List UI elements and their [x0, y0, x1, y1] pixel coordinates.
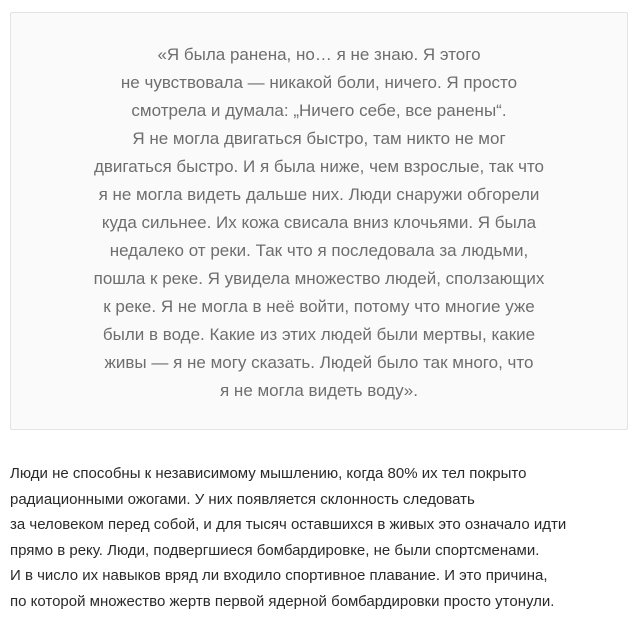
quote-line: пошла к реке. Я увидела множество людей, сползающих [93, 269, 545, 288]
quote-text [11, 41, 627, 405]
quote-line: недалеко от реки. Так что я последовала за людьми, [109, 241, 529, 260]
quote-line: куда сильнее. Их кожа свисала вниз клочьями. Я была [101, 213, 537, 232]
quote-line: не чувствовала — никакой боли, ничего. Я просто [120, 73, 518, 92]
quote-line: живы — я не могу сказать. Людей было так много, что [104, 353, 534, 372]
paragraph-line: за человеком перед собой, и для тысяч оставшихся в живых это означало идти [10, 516, 567, 533]
paragraph-line: радиационными ожогами. У них появляется склонность следовать [10, 490, 475, 508]
paragraph-line: Люди не способны к независимому мышлению, когда 80% их тел покрыто [10, 465, 527, 482]
quote-line: Я не могла двигаться быстро, там никто не мог [132, 129, 506, 148]
paragraph-line: И в число их навыков вряд ли входило спортивное плавание. И это причина, [10, 567, 548, 584]
paragraph-line: по которой множество жертв первой ядерной бомбардировки просто утонули. [10, 592, 555, 610]
quote-line: я не могла видеть воду». [220, 381, 418, 400]
quote-line: двигаться быстро. И я была ниже, чем взрослые, так что [93, 157, 545, 176]
quote-line: я не могла видеть дальше них. Люди снаружи обгорели [98, 185, 540, 204]
quote-line: были в воде. Какие из этих людей были мертвы, какие [102, 325, 536, 344]
quote-line: смотрела и думала: „Ничего себе, все ранены“. [131, 101, 507, 120]
paragraph-line: прямо в реку. Люди, подвергшиеся бомбардировке, не были спортсменами. [10, 541, 540, 559]
article-paragraph [10, 461, 636, 614]
quote-box [10, 12, 628, 430]
quote-line: к реке. Я не могла в неё войти, потому что многие уже [103, 297, 535, 316]
quote-line: «Я была ранена, но… я не знаю. Я этого [157, 45, 481, 64]
